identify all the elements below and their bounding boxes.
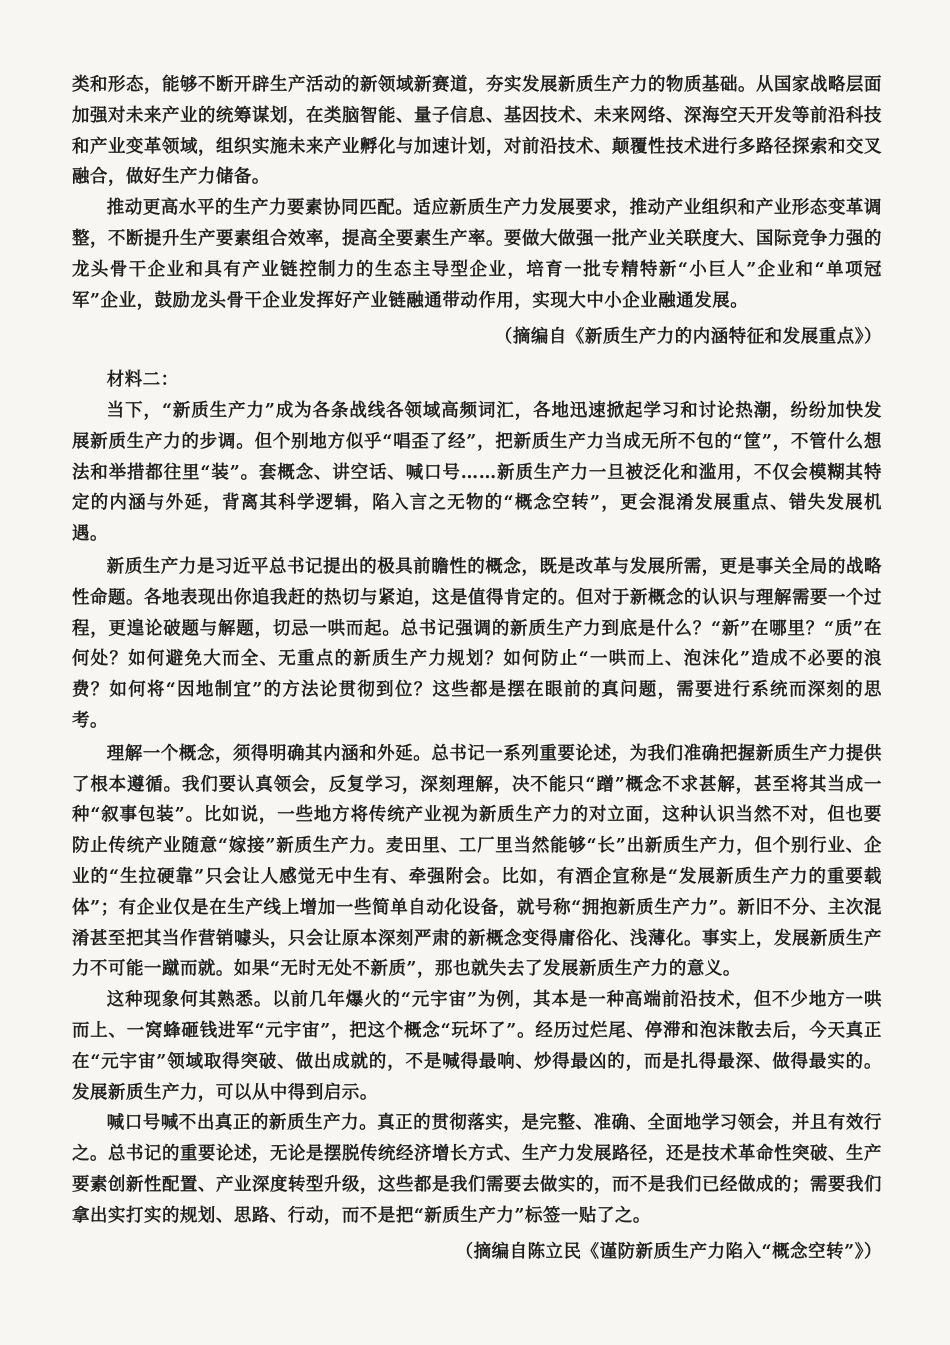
material-two-paragraph-1: 当下，“新质生产力”成为各条战线各领域高频词汇，各地迅速掀起学习和讨论热潮，纷纷加快发展新质生产力的步调。但个别地方似乎“唱歪了经”，把新质生产力当成无所不包的“筐”，不管什么想法和举措都往里“装”。套概念、讲空话、喊口号……新质生产力一旦被泛化和滥用，不仅会模糊其特定的内涵与外延，背离其科学逻辑，陷入言之无物的“概念空转”，更会混淆发展重点、错失发展机遇。	[72, 400, 882, 545]
material-one-paragraph-2: 推动更高水平的生产力要素协同匹配。适应新质生产力发展要求，推动产业组织和产业形态变革调整，不断提升生产要素组合效率，提高全要素生产率。要做大做强一批产业关联度大、国际竞争力强的龙头骨干企业和具有产业链控制力的生态主导型企业，培育一批专精特新“小巨人”企业和“单项冠军”企业，鼓励龙头骨干企业发挥好产业链融通带动作用，实现大中小企业融通发展。	[72, 198, 882, 311]
material-two-paragraph-2: 新质生产力是习近平总书记提出的极具前瞻性的概念，既是改革与发展所需，更是事关全局的战略性命题。各地表现出你追我赶的热切与紧迫，这是值得肯定的。但对于新概念的认识与理解需要一个过程，更遑论破题与解题，切忌一哄而起。总书记强调的新质生产力到底是什么？“新”在哪里？“质”在何处？如何避免大而全、无重点的新质生产力规划？如何防止“一哄而上、泡沫化”造成不必要的浪费？如何将“因地制宜”的方法论贯彻到位？这些都是摆在眼前的真问题，需要进行系统而深刻的思考。	[72, 556, 882, 731]
document-page	[72, 70, 882, 1268]
material-two-paragraph-5: 喊口号喊不出真正的新质生产力。真正的贯彻落实，是完整、准确、全面地学习领会，并且有效行之。总书记的重要论述，无论是摆脱传统经济增长方式、生产力发展路径，还是技术革命性突破、生产要素创新性配置、产业深度转型升级，这些都是我们需要去做实的，而不是我们已经做成的；需要我们拿出实打实的规划、思路、行动，而不是把“新质生产力”标签一贴了之。	[72, 1113, 882, 1226]
material-one-source: （摘编自《新质生产力的内涵特征和发展重点》）	[494, 327, 882, 348]
material-two-paragraph-4: 这种现象何其熟悉。以前几年爆火的“元宇宙”为例，其本是一种高端前沿技术，但不少地方一哄而上、一窝蜂砸钱进军“元宇宙”，把这个概念“玩坏了”。经历过烂尾、停滞和泡沫散去后，今天真正在“元宇宙”领域取得突破、做出成就的，不是喊得最响、炒得最凶的，而是扎得最深、做得最实的。发展新质生产力，可以从中得到启示。	[72, 990, 882, 1103]
material-two-heading: 材料二：	[106, 370, 179, 391]
material-two-paragraph-3: 理解一个概念，须得明确其内涵和外延。总书记一系列重要论述，为我们准确把握新质生产力提供了根本遵循。我们要认真领会，反复学习，深刻理解，决不能只“蹭”概念不求甚解，甚至将其当成一种“叙事包装”。比如说，一些地方将传统产业视为新质生产力的对立面，这种认识当然不对，但也要防止传统产业随意“嫁接”新质生产力。麦田里、工厂里当然能够“长”出新质生产力，但个别行业、企业的“生拉硬靠”只会让人感觉无中生有、牵强附会。比如，有酒企宣称是“发展新质生产力的重要载体”；有企业仅是在生产线上增加一些简单自动化设备，就号称“拥抱新质生产力”。新旧不分、主次混淆甚至把其当作营销噱头，只会让原本深刻严肃的新概念变得庸俗化、浅薄化。事实上，发展新质生产力不可能一蹴而就。如果“无时无处不新质”，那也就失去了发展新质生产力的意义。	[72, 743, 882, 980]
material-one-paragraph-continued: 类和形态，能够不断开辟生产活动的新领域新赛道，夯实发展新质生产力的物质基础。从国家战略层面加强对未来产业的统筹谋划，在类脑智能、量子信息、基因技术、未来网络、深海空天开发等前沿科技和产业变革领域，组织实施未来产业孵化与加速计划，对前沿技术、颠覆性技术进行多路径探索和交叉融合，做好生产力储备。	[72, 75, 882, 188]
material-two-source: （摘编自陈立民《谨防新质生产力陷入“概念空转”》）	[455, 1242, 882, 1263]
